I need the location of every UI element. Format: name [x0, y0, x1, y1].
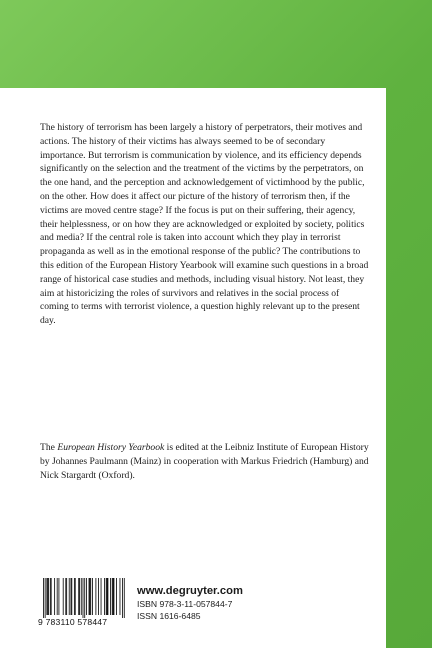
barcode-bar [75, 578, 76, 615]
editors-note [40, 441, 370, 482]
barcode-bar [54, 578, 55, 615]
issn-number: ISSN 1616-6485 [137, 611, 201, 621]
barcode-bar [98, 578, 99, 615]
barcode-bar [47, 578, 48, 615]
barcode-bar [48, 578, 49, 615]
isbn-barcode [38, 576, 128, 632]
barcode-bar [83, 578, 84, 618]
barcode-bar [45, 578, 46, 618]
barcode-bar [74, 578, 75, 615]
barcode-bar [101, 578, 102, 615]
barcode-bar [124, 578, 125, 618]
barcode-bars [40, 578, 128, 618]
barcode-bar [110, 578, 111, 615]
blurb-paragraph: The history of terrorism has been largely a history of perpetrators, their motives and actions. The history of their victims has always seemed to be of secondary importance. But terrorism is communication by violence, and its efficiency depends significantly on the selection and the treatment of the victims by the perpetrators, on the one hand, and the perception and acknowledgement of victimhood by the public, on the other. How does it affect our picture of the history of terrorism then, if the victims are moved centre stage? If the focus is put on their suffering, their agency, their helplessness, or on how they are acknowledged or exploited by society, politics and media? If the central role is taken into account which they play in terrorist propaganda as well as in the emotional response of the public? The contributions to this edition of the European History Yearbook will examine such questions in a broad range of historical case studies and methods, including visual history. Not least, they aim at historicizing the roles of survivors and relatives in the social process of coming to terms with terrorist violence, a question highly relevant up to the present day. [40, 122, 369, 327]
barcode-bar [108, 578, 109, 615]
barcode-bar [86, 578, 87, 615]
barcode-bar [92, 578, 93, 615]
barcode-bar [120, 578, 121, 615]
series-title: European History Yearbook [57, 442, 165, 453]
barcode-bar [57, 578, 58, 615]
barcode-bar [71, 578, 72, 615]
barcode-bar [107, 578, 108, 615]
barcode-bar [84, 578, 85, 618]
publisher-url[interactable]: www.degruyter.com [137, 585, 243, 597]
barcode-bar [46, 578, 47, 615]
publisher-info [137, 584, 243, 622]
barcode-bar [113, 578, 114, 615]
editors-note-prefix: The [40, 442, 58, 453]
barcode-bar [63, 578, 64, 615]
barcode-bar [89, 578, 90, 615]
barcode-bar [114, 578, 115, 615]
barcode-bar [95, 578, 96, 615]
barcode-digits: 9 783110 578447 [38, 617, 108, 627]
barcode-bar [66, 578, 67, 615]
barcode-bar [89, 578, 90, 615]
barcode-bar [69, 578, 70, 615]
barcode-bar [106, 578, 107, 615]
isbn-number: ISBN 978-3-11-057844-7 [137, 599, 233, 609]
barcode-bar [51, 578, 52, 615]
barcode-bar [78, 578, 79, 615]
barcode-bar [122, 578, 123, 618]
barcode-bar [65, 578, 66, 615]
barcode-bar [104, 578, 105, 615]
barcode-bar [71, 578, 72, 615]
barcode-bar [58, 578, 59, 615]
barcode-bar [112, 578, 113, 615]
barcode-bar [79, 578, 80, 615]
barcode-bar [90, 578, 91, 615]
barcode-bar [50, 578, 51, 615]
barcode-bar [43, 578, 44, 618]
barcode-bar [116, 578, 117, 615]
editors-note-suffix: is edited at the Leibniz Institute of European History by Johannes Paulmann (Mainz) in cooperation with Markus Friedrich (Hamburg) and Nick Stargardt (Oxford). [40, 442, 369, 481]
barcode-bar [81, 578, 82, 615]
